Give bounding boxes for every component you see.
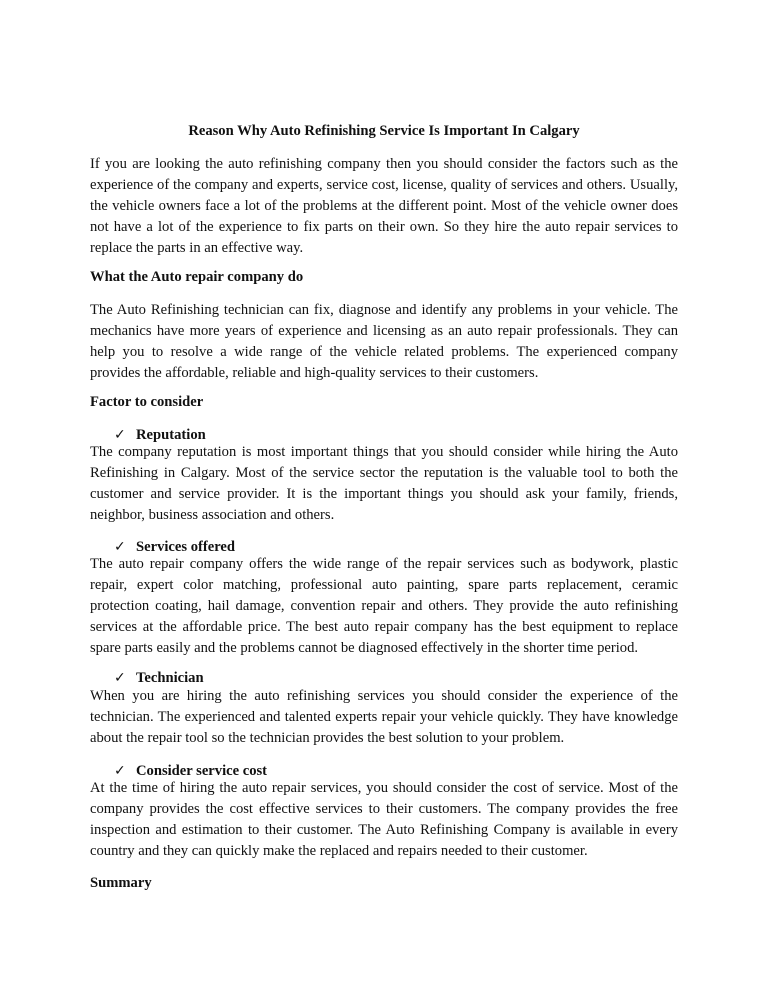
factor-title: Technician — [136, 670, 204, 686]
factor-title: Reputation — [136, 427, 206, 443]
factor-title: Services offered — [136, 539, 236, 555]
section-body-what: The Auto Refinishing technician can fix, diagnose and identify any problems in your vehicle. The mechanics have more years of experience and licensing as an auto repair professionals. They can help you to resolve a wide range of the vehicle related problems. The experienced company provides the affordable, reliable and high-quality services to their customers. — [90, 302, 678, 381]
page-title: Reason Why Auto Refinishing Service Is Important In Calgary — [188, 123, 580, 139]
factor-title: Consider service cost — [136, 763, 268, 779]
factor-body-reputation: The company reputation is most important things that you should consider while hiring the Auto Refinishing in Calgary. Most of the service sector the reputation is the valuable tool to both the customer and service provider. It is the important things you should ask your family, friends, neighbor, business association and others. — [90, 444, 678, 523]
factor-body-service-cost: At the time of hiring the auto repair services, you should consider the cost of service. Most of the company provides the cost effective services to their customers. The company provides the free inspection and estimation to their customer. The Auto Refinishing Company is available in every country and they can quickly make the replaced and repairs needed to their customer. — [90, 780, 678, 859]
check-icon: ✓ — [114, 427, 126, 443]
check-icon: ✓ — [114, 670, 126, 686]
intro-paragraph: If you are looking the auto refinishing company then you should consider the factors such as the experience of the company and experts, service cost, license, quality of services and others. Usually, the vehicle owners face a lot of the problems at the different point. Most of the vehicle owner does not have a lot of the experience to fix parts on their own. So they hire the auto repair services to replace the parts in an effective way. — [90, 156, 678, 256]
section-heading-summary: Summary — [90, 875, 152, 891]
check-icon: ✓ — [114, 763, 126, 779]
factor-body-technician: When you are hiring the auto refinishing services you should consider the experience of the technician. The experienced and talented experts repair your vehicle quickly. They have knowledge about the repair tool so the technician provides the best solution to your problem. — [90, 688, 678, 746]
section-heading-factors: Factor to consider — [90, 394, 204, 410]
factor-body-services-offered: The auto repair company offers the wide range of the repair services such as bodywork, plastic repair, expert color matching, professional auto painting, spare parts replacement, ceramic protection coating, hail damage, convention repair and others. They provide the auto refinishing services at the affordable price. The best auto repair company has the best equipment to replace spare parts easily and the problems cannot be diagnosed effectively in the shorter time period. — [90, 556, 678, 656]
section-heading-what: What the Auto repair company do — [90, 269, 304, 285]
check-icon: ✓ — [114, 539, 126, 555]
